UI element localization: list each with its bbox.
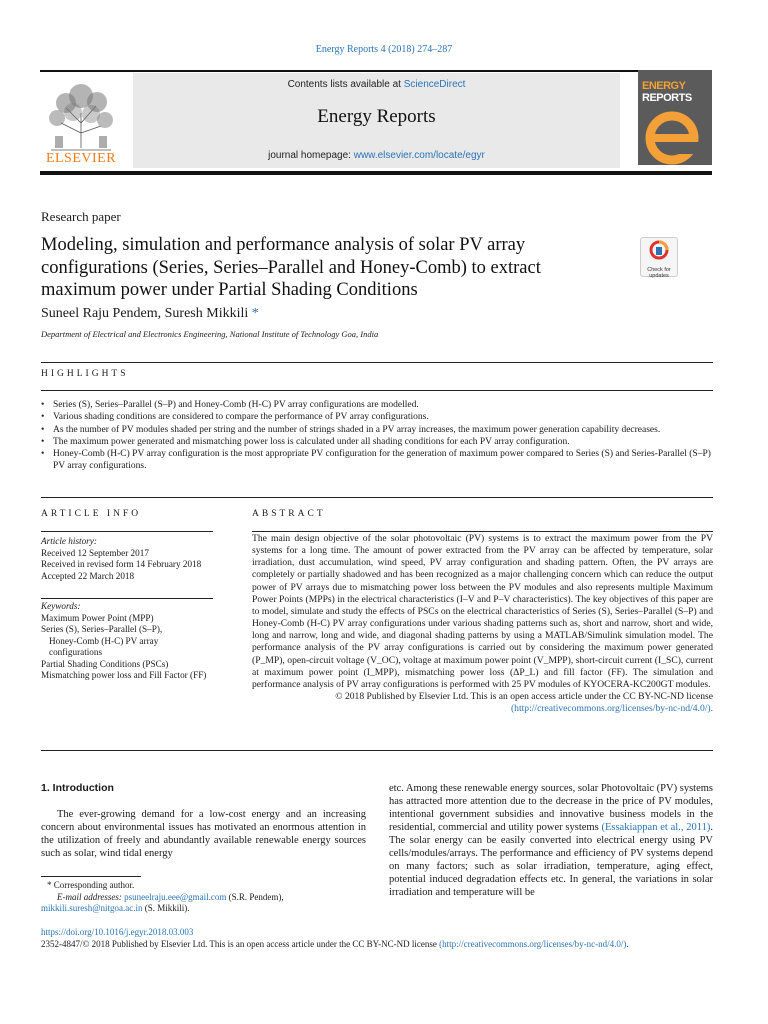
abstract-rule: [252, 531, 713, 532]
abstract-heading: ABSTRACT: [252, 509, 326, 519]
journal-title: Energy Reports: [317, 106, 436, 127]
intro-column-left: [41, 782, 366, 860]
issn-text: 2352-4847/© 2018 Published by Elsevier Ltd. This is an open access article under the CC BY-NC-ND license: [41, 938, 440, 949]
footnote-rule: [41, 876, 141, 877]
highlight-item: • Honey-Comb (H-C) PV array configuration is the most appropriate PV configuration for the generation of maximum power compared to Series (S) and Series-Parallel (S–P) PV array configurations.: [53, 448, 713, 473]
author-names: Suneel Raju Pendem, Suresh Mikkili: [41, 306, 249, 321]
keywords: [41, 601, 216, 682]
article-history: [41, 536, 216, 582]
highlights-rule: [41, 390, 713, 391]
homepage-line: [133, 150, 620, 161]
footnote-who-2: (S. Mikkili).: [142, 903, 190, 913]
footnote-corresponding: * Corresponding author.: [47, 880, 135, 890]
journal-citation[interactable]: Energy Reports 4 (2018) 274–287: [315, 44, 453, 55]
highlight-item: • Various shading conditions are considered to compare the performance of PV array configurations.: [53, 411, 713, 423]
cover-line-2: REPORTS: [642, 92, 692, 104]
doi-link[interactable]: https://doi.org/10.1016/j.egyr.2018.03.003: [41, 927, 194, 937]
footnote-who-1: (S.R. Pendem),: [226, 891, 284, 902]
keyword-item: Mismatching power loss and Fill Factor (FF): [41, 670, 207, 680]
highlight-item: • As the number of PV modules shaded per string and the number of strings shaded in a PV array increases, the maximum power generation capability decreases.: [53, 424, 713, 436]
introduction-heading: 1. Introduction: [41, 782, 114, 794]
keyword-item: Honey-Comb (H-C) PV array: [49, 635, 159, 646]
contents-prefix: Contents lists available at: [287, 79, 404, 90]
highlight-item: • Series (S), Series–Parallel (S–P) and Honey-Comb (H-C) PV array configurations are modelled.: [53, 399, 713, 411]
keywords-label: Keywords:: [41, 601, 81, 611]
history-item: Received in revised form 14 February 2018: [41, 559, 202, 569]
paper-type: Research paper: [41, 209, 121, 224]
keywords-rule: [41, 598, 213, 599]
issn-license-link[interactable]: (http://creativecommons.org/licenses/by-nc-nd/4.0/): [439, 938, 627, 949]
abstract: [252, 533, 713, 715]
cover-line-1: ENERGY: [642, 80, 686, 92]
paper-title: Modeling, simulation and performance analysis of solar PV array configurations (Series, Series–Parallel and Honey-Comb) to extract maximum power under Partial Shading Conditions: [41, 235, 541, 300]
article-info-heading: ARTICLE INFO: [41, 509, 142, 519]
abstract-text: The main design objective of the solar photovoltaic (PV) systems is to extract the maximum power from the PV systems for a long time. The amount of power extracted from the PV array can be affected by temperature, solar irradiation, dust accumulation, wind speed, PV array configuration and shading pattern. Often, the PV arrays are completely or partially shadowed and has been recognized as a major challenging concern which can reduce the output power of PV arrays due to mismatching power loss between the PV modules and also represents multiple Maximum Power Points (MPPs) in the electrical characteristics (I–V and P–V characteristics). The key objectives of this paper are to model, simulate and study the effects of PSCs on the electrical characteristics of Series (S), Series–Parallel (S–P) and Honey-Comb (H-C) PV array configurations under various shading patterns such as, short and narrow, short and wide, long and narrow, long and wide, and diagonal shading patterns by using a MATLAB/Simulink simulation model. The performance analysis of the PV array configurations is carried out by considering the maximum power generated (P_MP), open-circuit voltage (V_OC), voltage at maximum power point (V_MPP), short-circuit current (I_SC), current at maximum power point (I_MPP), mismatching power loss (ΔP_L) and fill factor (FF). The simulation and performance analysis of PV array configurations is performed with 25 PV modules of KYOCERA-KC200GT modules.: [252, 533, 713, 690]
intro-paragraph-2a: etc. Among these renewable energy sources, solar Photovoltaic (PV) systems has attracted more attention due to the decrease in the price of PV modules, intentional government subsidies and innovative business models in the residential, commercial and utility power systems: [389, 783, 713, 833]
history-item: Received 12 September 2017: [41, 547, 149, 558]
info-top-rule: [41, 497, 713, 498]
highlights-list: [41, 399, 713, 473]
front-matter-bottom-rule: [41, 750, 713, 751]
header-top-rule: [40, 70, 712, 72]
license-link[interactable]: (http://creativecommons.org/licenses/by-nc-nd/4.0/).: [510, 703, 713, 715]
article-history-label: Article history:: [41, 536, 97, 546]
elsevier-wordmark: ELSEVIER: [45, 151, 117, 166]
intro-paragraph-1: The ever-growing demand for a low-cost energy and an increasing concern about environmental issues has motivated an enormous attention in the utilization of freely and abundantly available renewable energy sources such as solar, wind tidal energy: [41, 809, 366, 859]
keyword-item: Partial Shading Conditions (PSCs): [41, 658, 169, 669]
cover-e-graphic: [638, 70, 712, 165]
contents-line: [133, 79, 620, 90]
abstract-copyright: © 2018 Published by Elsevier Ltd. This is an open access article under the CC BY-NC-ND license: [335, 691, 713, 703]
homepage-link[interactable]: www.elsevier.com/locate/egyr: [353, 150, 485, 161]
sciencedirect-link[interactable]: ScienceDirect: [403, 79, 466, 90]
keyword-item: configurations: [49, 647, 103, 657]
keyword-item: Series (S), Series–Parallel (S–P),: [41, 624, 163, 634]
affiliation: Department of Electrical and Electronics Engineering, National Institute of Technology Goa, India: [41, 329, 379, 339]
journal-cover-image[interactable]: [638, 70, 712, 165]
highlight-item: • The maximum power generated and mismatching power loss is calculated under all shading conditions for each PV array configuration.: [53, 436, 713, 448]
homepage-prefix: journal homepage:: [268, 150, 354, 161]
check-updates-icon: [641, 238, 677, 262]
keyword-item: Maximum Power Point (MPP): [41, 612, 154, 623]
article-info-rule: [41, 531, 213, 532]
highlights-heading: HIGHLIGHTS: [41, 369, 129, 379]
highlights-top-rule: [41, 362, 713, 363]
doi-block: [41, 927, 713, 950]
corresponding-author-mark[interactable]: *: [248, 306, 259, 321]
footnote: [41, 880, 366, 915]
email-link-pendem[interactable]: psuneelraju.eee@gmail.com: [124, 891, 227, 902]
citation-link-essakiappan[interactable]: (Essakiappan et al., 2011): [601, 822, 711, 833]
intro-paragraph-2b: . The solar energy can be easily converted into electrical energy using PV cells/modules/arrays. The performance and efficiency of PV systems depend on many factors; such as solar irradiation, temperature, aging effect, potential induced degradation effects etc. In general, the variations in solar irradiation and temperature will be: [389, 822, 713, 898]
footnote-email-label: E-mail addresses:: [57, 891, 125, 902]
check-updates-label: Check for updates: [647, 267, 671, 279]
authors: [41, 306, 259, 322]
issn-end: .: [626, 938, 629, 949]
history-item: Accepted 22 March 2018: [41, 570, 135, 581]
elsevier-logo[interactable]: [41, 78, 121, 168]
header-bottom-rule: [40, 171, 712, 175]
intro-column-right: [389, 782, 713, 899]
email-link-mikkili[interactable]: mikkili.suresh@nitgoa.ac.in: [41, 903, 143, 913]
check-for-updates-button[interactable]: [640, 237, 678, 277]
